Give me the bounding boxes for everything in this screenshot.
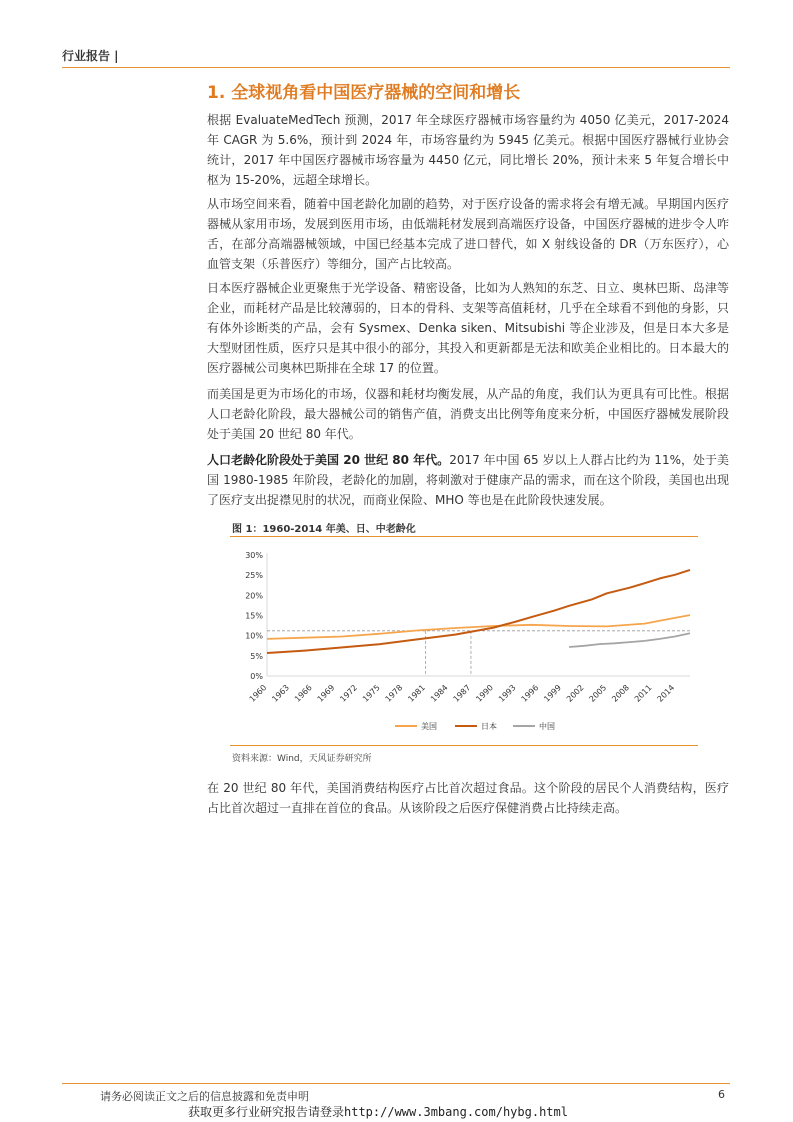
x-tick-label: 2011: [632, 683, 654, 704]
figure-source: 资料来源：Wind，天风证券研究所: [232, 754, 372, 764]
x-tick-label: 1993: [496, 683, 518, 704]
x-tick-label: 2005: [587, 683, 609, 704]
x-tick-label: 1978: [383, 683, 405, 704]
x-tick-label: 1981: [406, 683, 428, 704]
section-title: 1. 全球视角看中国医疗器械的空间和增长: [207, 83, 521, 103]
x-tick-label: 1990: [474, 683, 496, 704]
legend-label: 美国: [421, 722, 437, 731]
footer-divider: [62, 1083, 730, 1084]
paragraph-market-size: 根据 EvaluateMedTech 预测，2017 年全球医疗器械市场容量约为 4050 亿美元，2017-2024 年 CAGR 为 5.6%，预计到 2024 年，市场容量约为 5945 亿美元。根据中国医疗器械行业协会统计，2017 年中国医疗器械市场容量为 4450 亿元，同比增长 20%，预计未来 5 年复合增长中枢为 15-20%，远超全球增长。: [207, 113, 729, 187]
x-tick-label: 2008: [610, 683, 631, 704]
footer-disclaimer: 请务必阅读正文之后的信息披露和免责申明: [100, 1090, 309, 1103]
x-tick-label: 1996: [519, 683, 541, 704]
page-number: 6: [718, 1088, 725, 1101]
paragraph-consumption: 在 20 世纪 80 年代，美国消费结构医疗占比首次超过食品。这个阶段的居民个人消费结构，医疗占比首次超过一直排在首位的食品。从该阶段之后医疗保健消费占比持续走高。: [207, 781, 729, 815]
figure-top-rule: [230, 536, 698, 537]
series-line-japan: [267, 570, 690, 653]
y-tick-label: 10%: [245, 631, 263, 641]
y-tick-label: 25%: [245, 571, 263, 581]
y-tick-label: 30%: [245, 551, 263, 560]
x-tick-label: 1987: [451, 683, 473, 704]
footer-link-text: 获取更多行业研究报告请登录http://www.3mbang.com/hybg.html: [188, 1105, 568, 1119]
x-tick-label: 1966: [292, 683, 314, 704]
x-tick-label: 2002: [564, 683, 586, 704]
x-tick-label: 1975: [360, 683, 382, 704]
y-tick-label: 5%: [250, 651, 263, 661]
x-tick-label: 1999: [542, 683, 564, 704]
paragraph-aging: [207, 450, 729, 510]
report-type-label: 行业报告 |: [62, 49, 119, 63]
aging-lead-text: 人口老龄化阶段处于美国 20 世纪 80 年代。: [207, 453, 450, 467]
x-tick-label: 1969: [315, 683, 337, 704]
paragraph-market-space: 从市场空间来看，随着中国老龄化加剧的趋势，对于医疗设备的需求将会有增无减。早期国内医疗器械从家用市场，发展到医用市场，由低端耗材发展到高端医疗设备，中国医疗器械的进步令人咋舌，在部分高端器械领域，中国已经基本完成了进口替代，如 X 射线设备的 DR（万东医疗），心血管支架（乐普医疗）等细分，国产占比较高。: [207, 197, 729, 271]
x-tick-label: 1963: [270, 683, 292, 704]
x-tick-label: 1972: [338, 683, 360, 704]
figure-bottom-rule: [230, 745, 698, 746]
x-tick-label: 1984: [428, 683, 450, 704]
paragraph-usa: 而美国是更为市场化的市场，仪器和耗材均衡发展，从产品的角度，我们认为更具有可比性。根据人口老龄化阶段，最大器械公司的销售产值，消费支出比例等角度来分析，中国医疗器械发展阶段处于美国 20 世纪 80 年代。: [207, 387, 729, 441]
paragraph-japan: 日本医疗器械企业更聚焦于光学设备、精密设备，比如为人熟知的东芝、日立、奥林巴斯、岛津等企业，而耗材产品是比较薄弱的，日本的骨科、支架等高值耗材，几乎在全球看不到他的身影，只有体外诊断类的产品，会有 Sysmex、Denka siken、Mitsubishi 等企业涉及，但是日本大多是大型财团性质，医疗只是其中很小的部分，其投入和更新都是无法和欧美企业相比的。日本最大的医疗器械公司奥林巴斯排在全球 17 的位置。: [207, 281, 729, 375]
x-tick-label: 1960: [247, 683, 269, 704]
aging-body-text: 2017 年中国 65 岁以上人群占比约为 11%，处于美国 1980-1985 年阶段，老龄化的加剧，将刺激对于健康产品的需求，而在这个阶段，美国也出现了医疗支出捉襟见肘的状况，而商业保险、MHO 等也是在此阶段快速发展。: [207, 453, 729, 507]
series-line-usa: [267, 615, 690, 639]
aging-line-chart: [230, 540, 698, 740]
x-tick-label: 2014: [655, 683, 677, 704]
y-tick-label: 20%: [245, 591, 263, 601]
legend-label: 中国: [539, 722, 555, 731]
legend-label: 日本: [481, 722, 497, 731]
series-line-china: [569, 633, 690, 647]
y-tick-label: 15%: [245, 611, 263, 621]
y-tick-label: 0%: [250, 672, 263, 681]
figure-title: 图 1：1960-2014 年美、日、中老龄化: [232, 524, 416, 535]
header-divider: [62, 67, 730, 68]
